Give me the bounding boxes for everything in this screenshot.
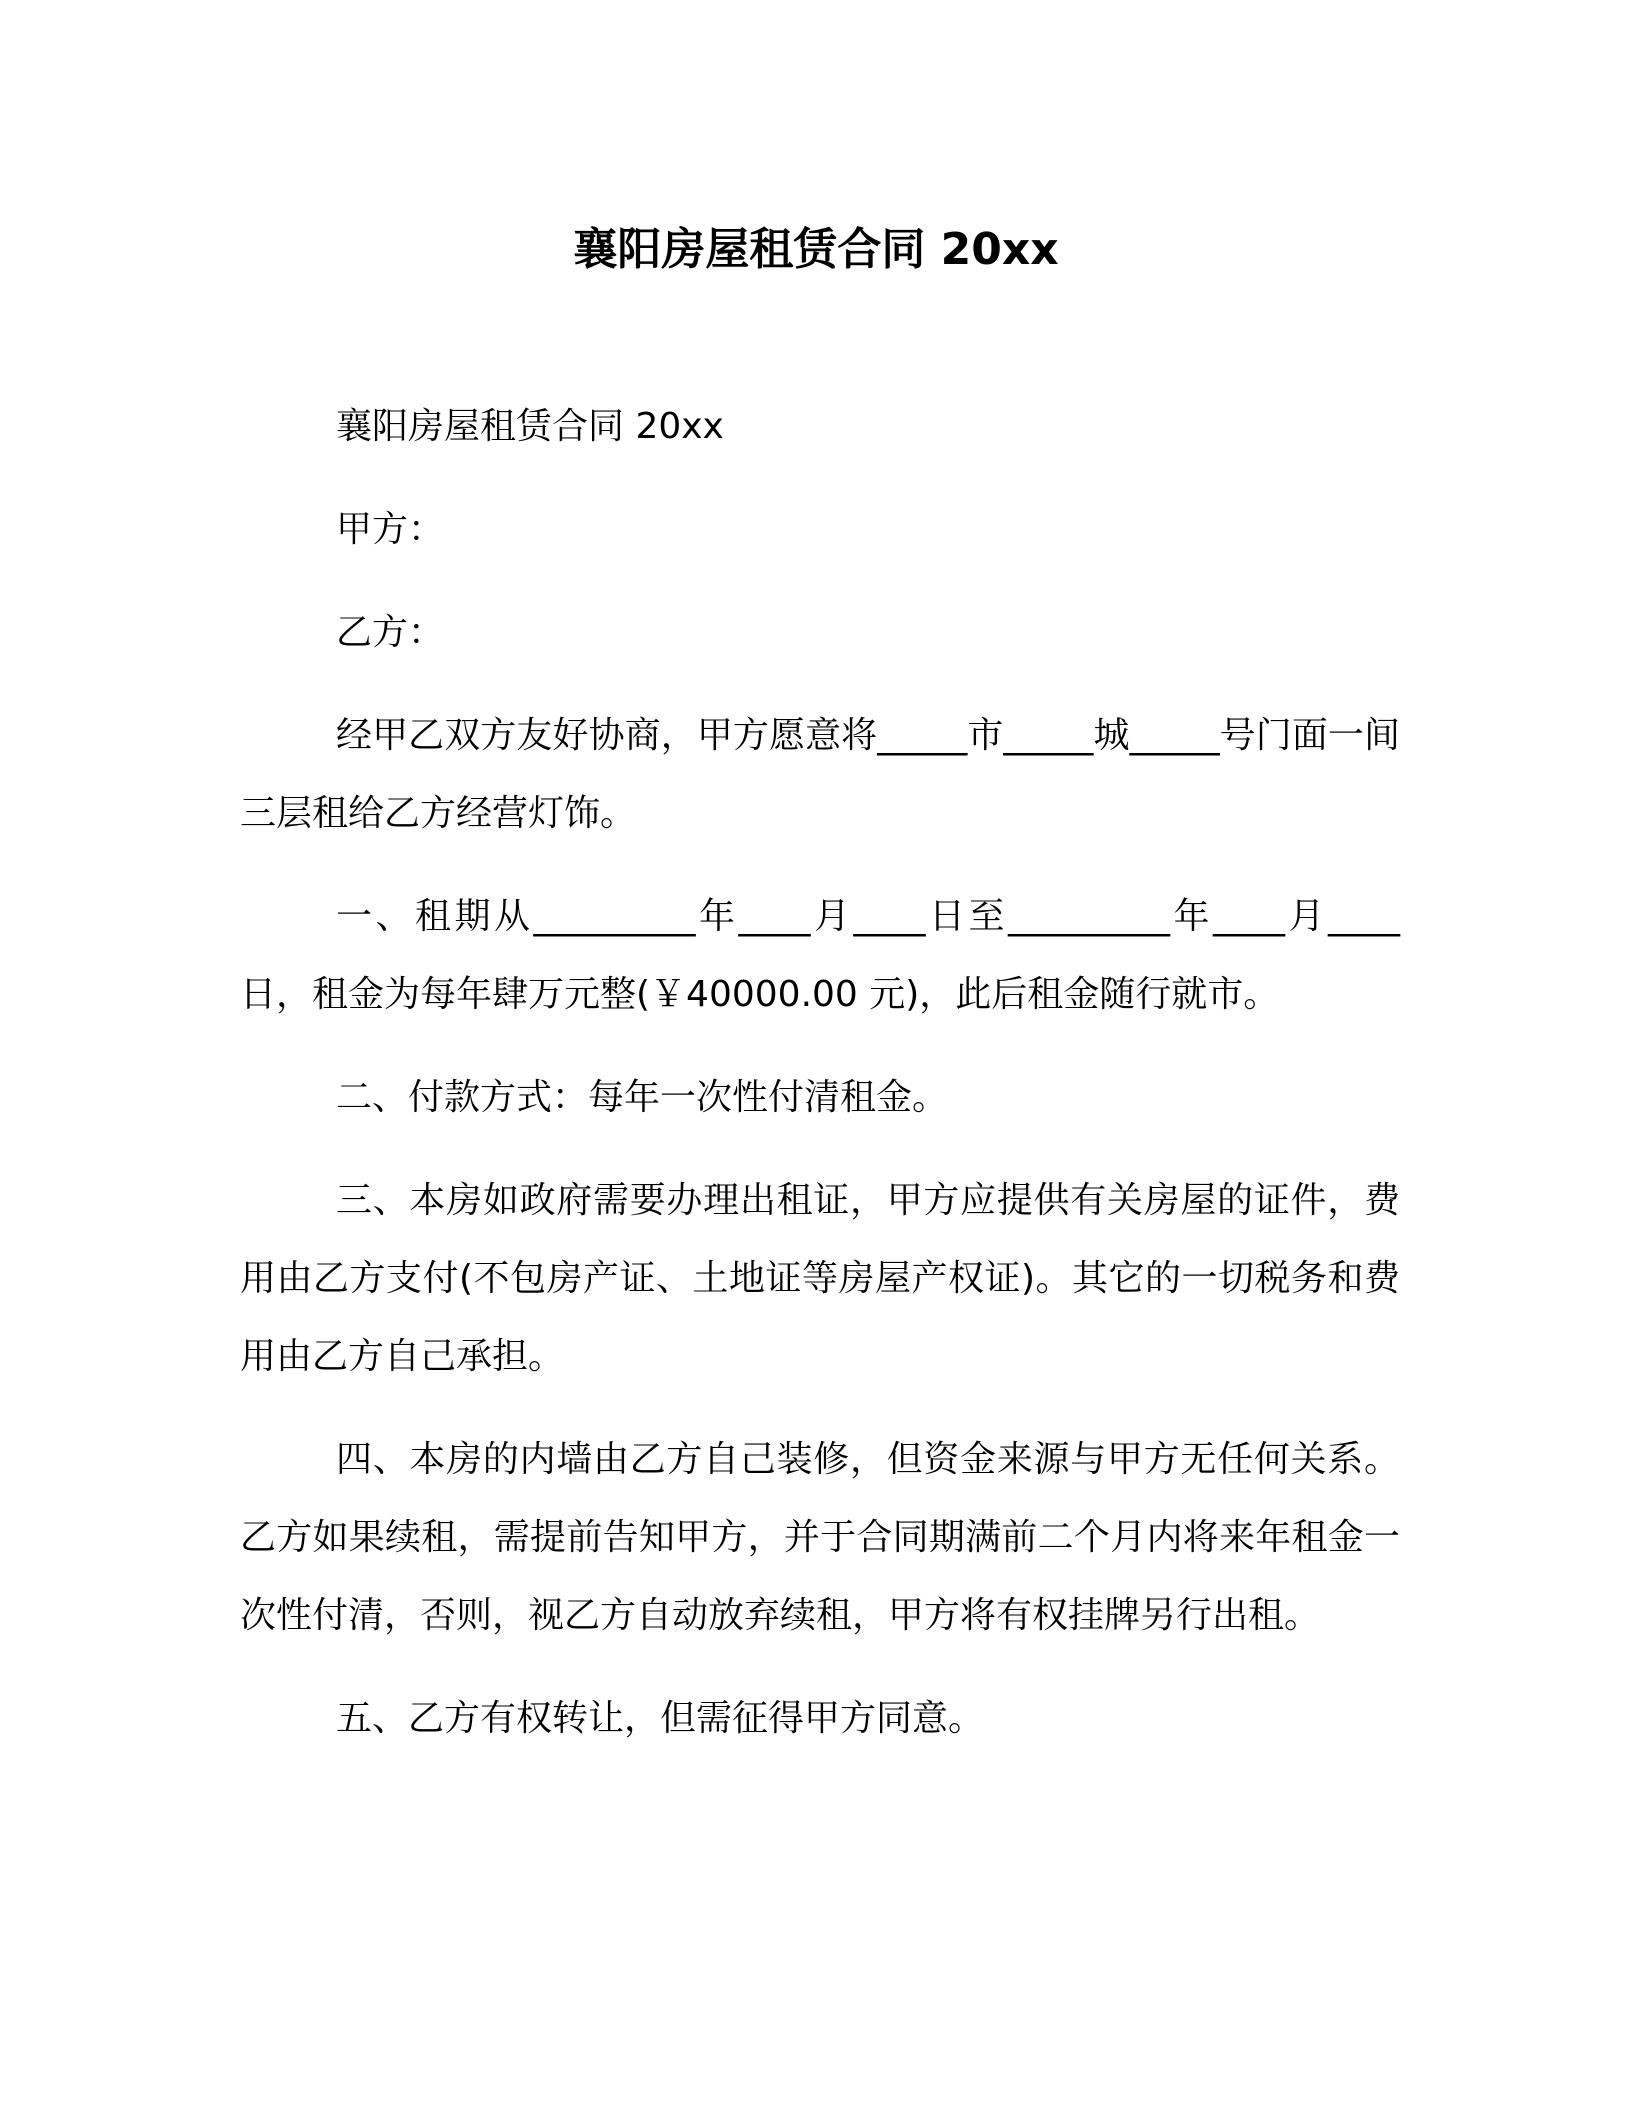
paragraph-party-b: 乙方： [336,612,445,653]
paragraph-clause-3: 三、本房如政府需要办理出租证，甲方应提供有关房屋的证件，费用由乙方支付(不包房产证、土地证等房屋产权证)。其它的一切税务和费用由乙方自己承担。 [240,1180,1400,1377]
paragraph-party-a: 甲方： [336,509,445,550]
paragraph-intro: 经甲乙双方友好协商，甲方愿意将_____市_____城_____号门面一间三层租给乙方经营灯饰。 [240,715,1400,834]
paragraph-clause-1: 一、租期从_________年____月____日至_________年____月____日，租金为每年肆万元整(￥40000.00 元)，此后租金随行就市。 [240,896,1400,1015]
paragraph-heading: 襄阳房屋租赁合同 20xx [336,406,724,447]
document-title: 襄阳房屋租赁合同 20xx [573,224,1059,275]
document-body [240,388,1400,1783]
paragraph-clause-5: 五、乙方有权转让，但需征得甲方同意。 [336,1698,985,1739]
paragraph-clause-2: 二、付款方式：每年一次性付清租金。 [336,1077,949,1118]
paragraph-clause-4: 四、本房的内墙由乙方自己装修，但资金来源与甲方无任何关系。乙方如果续租，需提前告知甲方，并于合同期满前二个月内将来年租金一次性付清，否则，视乙方自动放弃续租，甲方将有权挂牌另行出租。 [240,1439,1400,1636]
